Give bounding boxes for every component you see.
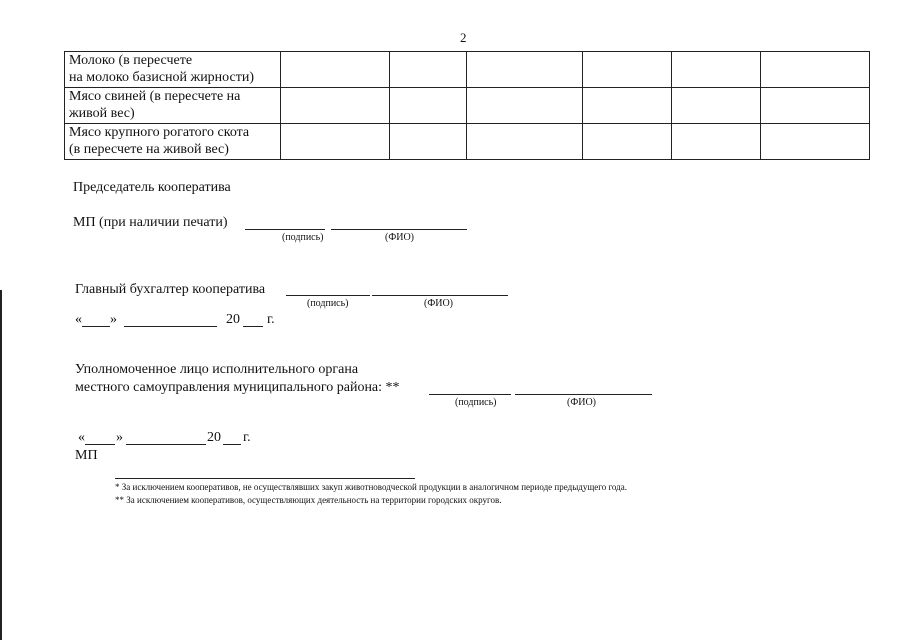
row-label xyxy=(65,124,281,160)
authorized-signature-caption: (подпись) xyxy=(455,397,497,408)
table-cell[interactable] xyxy=(583,52,672,88)
authorized-title-line2: местного самоуправления муниципального района: ** xyxy=(75,380,400,395)
chairman-title: Председатель кооператива xyxy=(73,180,231,195)
authorized-day-line[interactable] xyxy=(85,444,115,445)
table-cell[interactable] xyxy=(467,88,583,124)
row-label xyxy=(65,88,281,124)
table-cell[interactable] xyxy=(390,52,467,88)
accountant-year-prefix: 20 xyxy=(226,312,240,327)
accountant-name-line[interactable] xyxy=(372,295,508,296)
chairman-name-line[interactable] xyxy=(331,229,467,230)
table-cell[interactable] xyxy=(672,52,761,88)
table-cell[interactable] xyxy=(467,124,583,160)
table-row xyxy=(65,52,870,88)
table-cell[interactable] xyxy=(281,52,390,88)
table-cell[interactable] xyxy=(390,88,467,124)
accountant-date-close: » xyxy=(110,312,117,327)
accountant-date-open: « xyxy=(75,312,82,327)
page-number: 2 xyxy=(460,30,467,45)
accountant-name-caption: (ФИО) xyxy=(424,298,454,309)
authorized-year-prefix: 20 xyxy=(207,430,221,445)
authorized-date-close: » xyxy=(116,430,123,445)
accountant-title: Главный бухгалтер кооператива xyxy=(75,282,266,297)
row-label-line: Молоко (в пересчете xyxy=(69,53,193,68)
authorized-year-line[interactable] xyxy=(223,444,241,445)
authorized-date-open: « xyxy=(78,430,85,445)
table-cell[interactable] xyxy=(583,124,672,160)
accountant-signature-caption: (подпись) xyxy=(307,298,349,309)
row-label-line: Мясо крупного рогатого скота xyxy=(69,125,250,140)
scan-edge xyxy=(0,290,2,640)
table-cell[interactable] xyxy=(281,124,390,160)
footnote-2: ** За исключением кооперативов, осуществляющих деятельность на территории городских округов. xyxy=(115,495,502,505)
authorized-title-line1: Уполномоченное лицо исполнительного органа xyxy=(75,362,359,377)
table-cell[interactable] xyxy=(672,88,761,124)
row-label xyxy=(65,52,281,88)
table-row xyxy=(65,124,870,160)
accountant-day-line[interactable] xyxy=(82,326,110,327)
row-label-line: Мясо свиней (в пересчете на xyxy=(69,89,241,104)
accountant-month-line[interactable] xyxy=(124,326,217,327)
authorized-name-line[interactable] xyxy=(515,394,652,395)
accountant-year-line[interactable] xyxy=(243,326,263,327)
table-cell[interactable] xyxy=(281,88,390,124)
row-label-line: (в пересчете на живой вес) xyxy=(69,142,229,157)
table-cell[interactable] xyxy=(761,52,870,88)
authorized-year-suffix: г. xyxy=(243,430,251,445)
table-cell[interactable] xyxy=(467,52,583,88)
chairman-signature-line[interactable] xyxy=(245,229,325,230)
report-table xyxy=(64,51,870,160)
authorized-stamp-label: МП xyxy=(75,448,98,463)
accountant-year-suffix: г. xyxy=(267,312,275,327)
chairman-stamp-label: МП (при наличии печати) xyxy=(73,215,228,230)
table-cell[interactable] xyxy=(761,88,870,124)
authorized-month-line[interactable] xyxy=(126,444,206,445)
authorized-signature-line[interactable] xyxy=(429,394,511,395)
authorized-name-caption: (ФИО) xyxy=(567,397,597,408)
chairman-signature-caption: (подпись) xyxy=(282,232,324,243)
accountant-signature-line[interactable] xyxy=(286,295,370,296)
row-label-line: живой вес) xyxy=(69,106,135,121)
table-cell[interactable] xyxy=(761,124,870,160)
table-cell[interactable] xyxy=(390,124,467,160)
table-cell[interactable] xyxy=(583,88,672,124)
table-cell[interactable] xyxy=(672,124,761,160)
row-label-line: на молоко базисной жирности) xyxy=(69,70,255,85)
chairman-name-caption: (ФИО) xyxy=(385,232,415,243)
footnote-divider xyxy=(115,478,415,479)
footnote-1: * За исключением кооперативов, не осуществлявших закуп животноводческой продукции в аналогичном периоде предыдущего года. xyxy=(115,482,627,492)
table-row xyxy=(65,88,870,124)
